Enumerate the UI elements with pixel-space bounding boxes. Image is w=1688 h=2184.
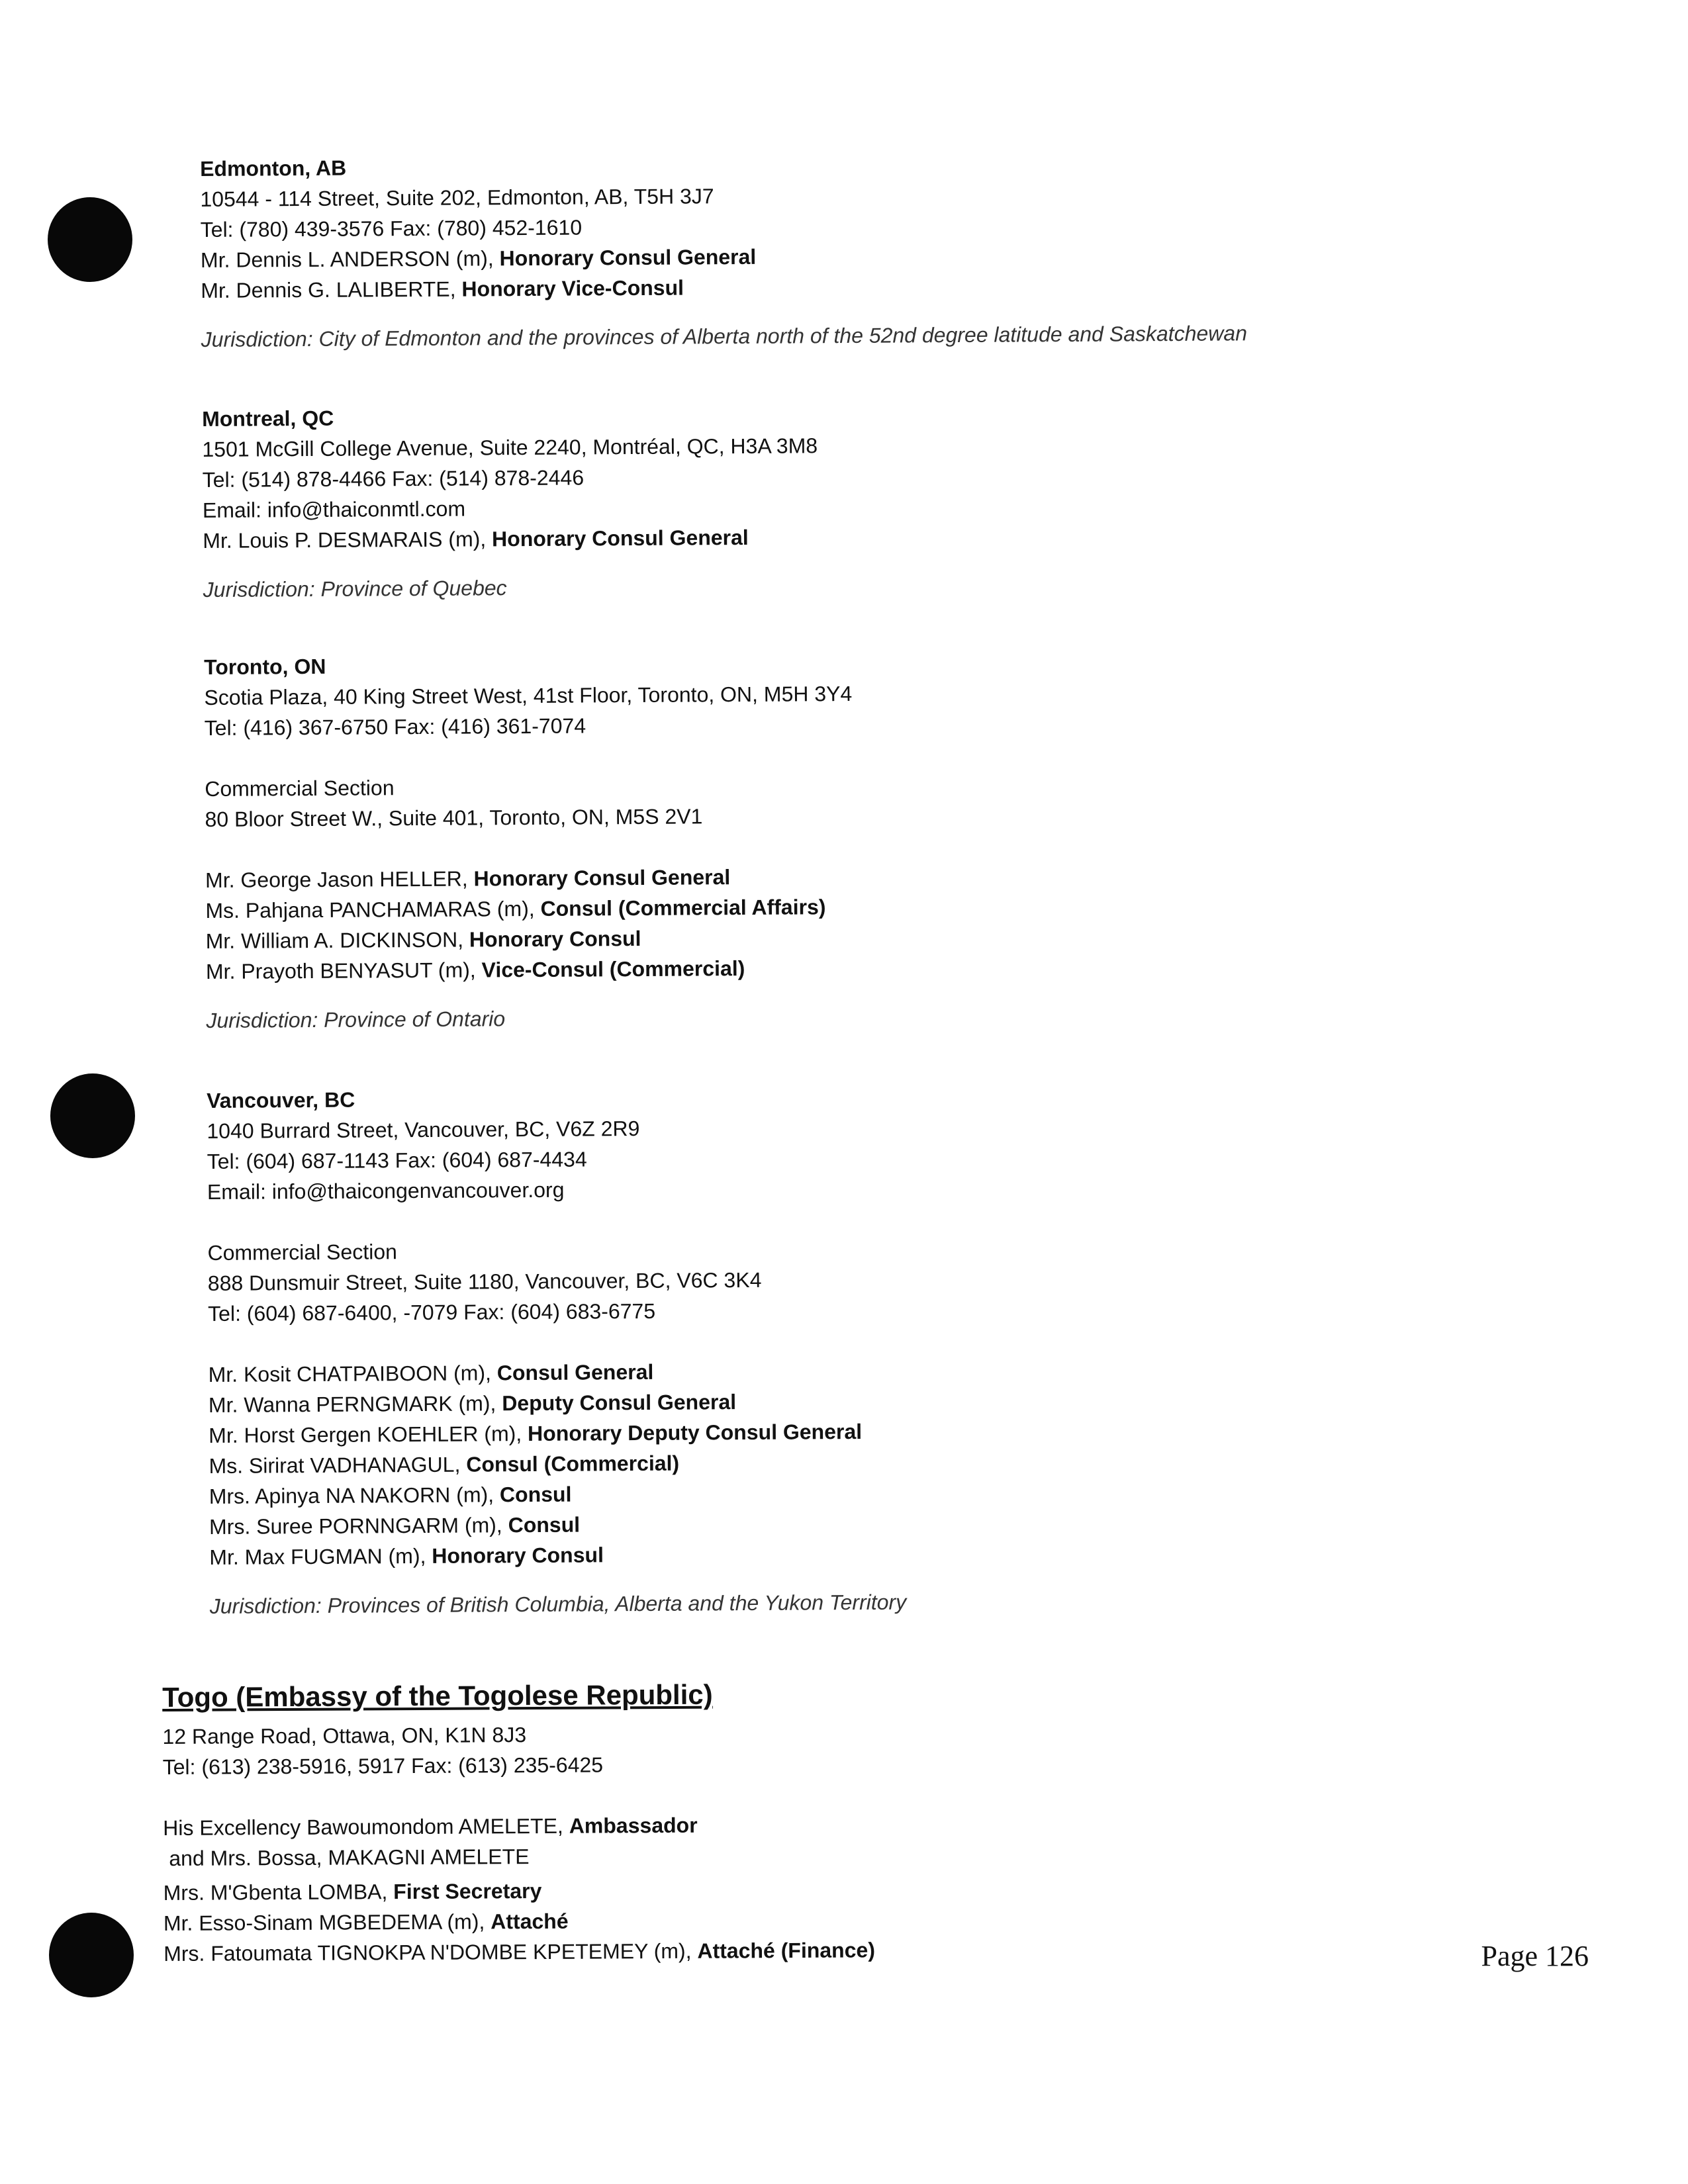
staff-role: Honorary Consul: [469, 926, 641, 952]
staff-name: Mrs. Apinya NA NAKORN (m),: [209, 1482, 500, 1508]
city-heading: Vancouver, BC: [207, 1087, 355, 1113]
phone-line: Tel: (604) 687-1143 Fax: (604) 687-4434: [207, 1147, 587, 1173]
consulate-vancouver: [207, 1077, 1666, 1621]
consulate-toronto: [204, 643, 1663, 1036]
jurisdiction-note: Jurisdiction: Province of Quebec: [203, 576, 507, 602]
staff-role: Attaché: [491, 1909, 569, 1934]
address-line: 10544 - 114 Street, Suite 202, Edmonton, AB, T5H 3J7: [200, 184, 714, 211]
phone-line: Tel: (514) 878-4466 Fax: (514) 878-2446: [202, 465, 585, 492]
email-line: Email: info@thaiconmtl.com: [202, 496, 466, 522]
staff-role: Deputy Consul General: [502, 1390, 737, 1416]
staff-name: Mr. Dennis G. LALIBERTE,: [201, 277, 462, 302]
page-number: Page 126: [1481, 1940, 1589, 1972]
staff-role: Consul: [508, 1512, 581, 1537]
staff-name: His Excellency Bawoumondom AMELETE,: [163, 1813, 569, 1840]
staff-name: Mr. Horst Gergen KOEHLER (m),: [209, 1422, 528, 1447]
staff-role: Consul: [499, 1482, 572, 1507]
address-line: 1501 McGill College Avenue, Suite 2240, Montréal, QC, H3A 3M8: [202, 433, 818, 461]
address-line: 1040 Burrard Street, Vancouver, BC, V6Z 2R9: [207, 1116, 640, 1143]
staff-name: Mrs. Fatoumata TIGNOKPA N'DOMBE KPETEMEY (m),: [164, 1938, 698, 1966]
staff-role: Honorary Consul General: [491, 525, 749, 551]
staff-name: Mr. William A. DICKINSON,: [205, 927, 470, 953]
staff-name: Mr. Louis P. DESMARAIS (m),: [203, 527, 492, 553]
consulate-edmonton: [200, 145, 1658, 355]
email-line: Email: info@thaicongenvancouver.org: [207, 1177, 565, 1204]
staff-name: Mr. Wanna PERNGMARK (m),: [208, 1391, 502, 1417]
staff-name: Ms. Pahjana PANCHAMARAS (m),: [205, 896, 541, 923]
staff-role: Consul (Commercial): [466, 1451, 680, 1477]
staff-name: Ms. Sirirat VADHANAGUL,: [209, 1452, 467, 1478]
address-line: Scotia Plaza, 40 King Street West, 41st Floor, Toronto, ON, M5H 3Y4: [204, 682, 853, 709]
staff-name: Mr. Kosit CHATPAIBOON (m),: [208, 1361, 497, 1387]
commercial-address: 80 Bloor Street W., Suite 401, Toronto, ON, M5S 2V1: [205, 804, 703, 831]
staff-role: Attaché (Finance): [697, 1938, 876, 1963]
phone-line: Tel: (416) 367-6750 Fax: (416) 361-7074: [204, 713, 586, 740]
jurisdiction-note: Jurisdiction: Provinces of British Columbia, Alberta and the Yukon Territory: [209, 1590, 907, 1618]
consulate-montreal: [202, 395, 1660, 605]
staff-role: Honorary Consul General: [499, 244, 757, 271]
staff-name: Mrs. Suree PORNNGARM (m),: [209, 1513, 508, 1539]
staff-role: Consul (Commercial Affairs): [540, 895, 826, 921]
jurisdiction-note: Jurisdiction: City of Edmonton and the provinces of Alberta north of the 52nd degree latitude and Saskatchewan: [201, 321, 1248, 351]
jurisdiction-note: Jurisdiction: Province of Ontario: [206, 1007, 506, 1032]
staff-name: Mr. Esso-Sinam MGBEDEMA (m),: [163, 1909, 491, 1935]
punch-hole-top: [48, 197, 132, 282]
staff-role: First Secretary: [393, 1879, 542, 1904]
commercial-address: 888 Dunsmuir Street, Suite 1180, Vancouver, BC, V6C 3K4: [207, 1267, 762, 1295]
city-heading: Edmonton, AB: [200, 156, 347, 181]
punch-hole-bottom: [49, 1913, 134, 1997]
embassy-heading: Togo (Embassy of the Togolese Republic): [162, 1678, 713, 1713]
city-heading: Montreal, QC: [202, 406, 334, 431]
staff-role: Honorary Consul: [432, 1543, 604, 1568]
address-line: 12 Range Road, Ottawa, ON, K1N 8J3: [162, 1723, 527, 1749]
staff-role: Ambassador: [569, 1813, 698, 1838]
staff-name: Mr. Prayoth BENYASUT (m),: [205, 958, 482, 983]
staff-name: Mr. Max FUGMAN (m),: [209, 1543, 432, 1569]
staff-name: Mr. George Jason HELLER,: [205, 866, 474, 892]
spouse-line: and Mrs. Bossa, MAKAGNI AMELETE: [163, 1844, 530, 1870]
staff-name: Mrs. M'Gbenta LOMBA,: [163, 1880, 394, 1905]
commercial-section-label: Commercial Section: [207, 1240, 397, 1265]
embassy-togo: [162, 1670, 1620, 1969]
phone-line: Tel: (780) 439-3576 Fax: (780) 452-1610: [200, 215, 583, 242]
punch-hole-middle: [50, 1073, 135, 1158]
staff-role: Honorary Vice-Consul: [461, 275, 684, 301]
staff-role: Honorary Consul General: [473, 865, 731, 891]
staff-role: Honorary Deputy Consul General: [527, 1419, 863, 1446]
staff-name: Mr. Dennis L. ANDERSON (m),: [200, 246, 500, 272]
commercial-section-label: Commercial Section: [205, 776, 395, 801]
staff-role: Vice-Consul (Commercial): [481, 956, 745, 982]
city-heading: Toronto, ON: [204, 654, 326, 679]
phone-line: Tel: (613) 238-5916, 5917 Fax: (613) 235-6425: [162, 1752, 604, 1779]
commercial-phone: Tel: (604) 687-6400, -7079 Fax: (604) 683-6775: [207, 1298, 656, 1326]
staff-role: Consul General: [496, 1359, 654, 1385]
